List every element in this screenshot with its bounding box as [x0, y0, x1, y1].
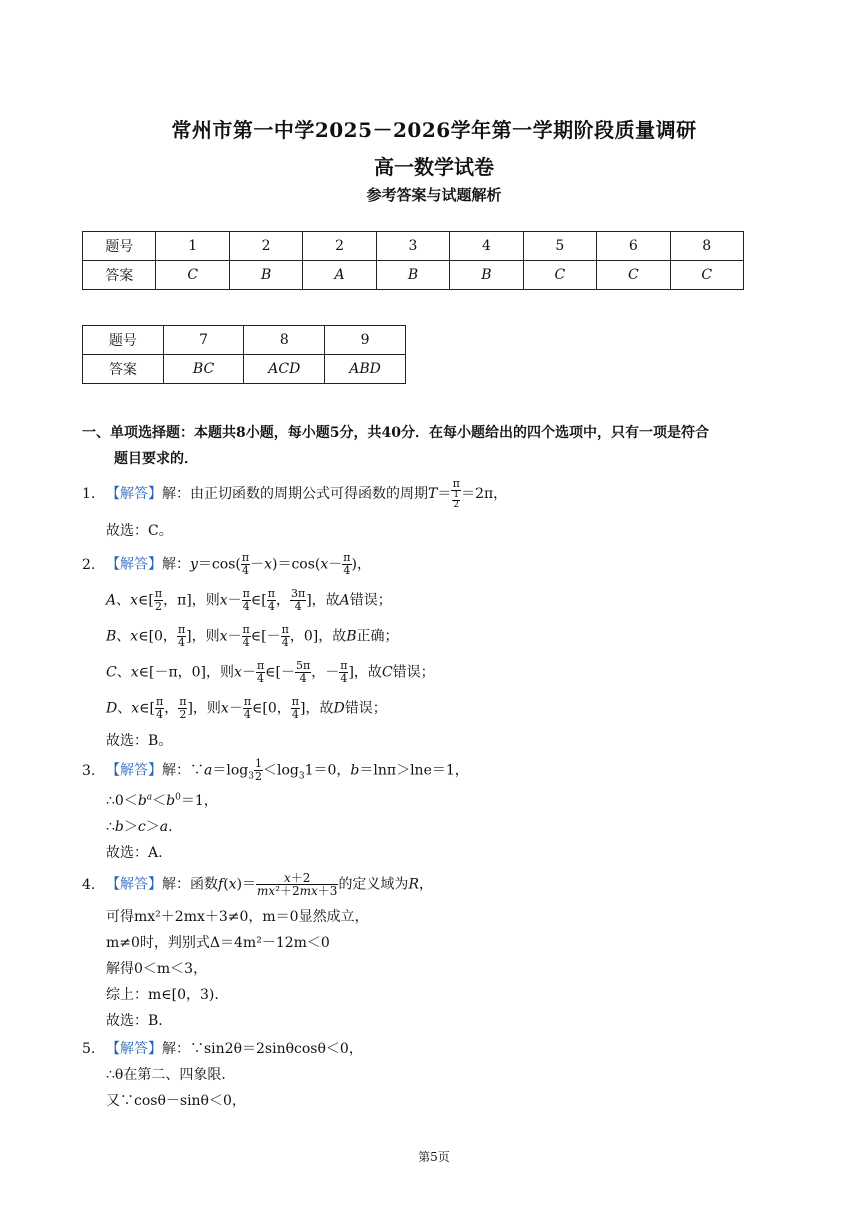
exam-title: 常州市第一中学2025－2026学年第一学期阶段质量调研: [171, 118, 697, 142]
answer-cell: C: [156, 261, 229, 290]
row-label: 答案: [83, 261, 156, 290]
exam-subtitle: 高一数学试卷: [374, 155, 494, 179]
answer-cell: C: [670, 261, 743, 290]
answer-tag: 【解答】: [106, 762, 162, 779]
question-number: 1.: [82, 486, 96, 502]
question-number: 5.: [82, 1041, 96, 1057]
q3-step-2: ∴b＞c＞a.: [106, 819, 173, 835]
answer-cell: B: [229, 261, 302, 290]
q4-step-4: 综上：m∈[0，3).: [106, 987, 219, 1003]
q2-option-b: B、x∈[0， $\frac{\pi}{4}$ ]，则x－ $\frac{\pi}{4}$ ∈[－ $\frac{\pi}{4}$ ，0]，故B正确；: [106, 623, 399, 649]
q5-solution: 5. 【解答】解：∵sin2θ＝2sinθcosθ＜0，: [82, 1041, 363, 1057]
q4-conclusion: 故选：B.: [106, 1013, 163, 1029]
answer-cell: B: [376, 261, 449, 290]
row-label: 题号: [83, 326, 164, 355]
answer-cell: B: [450, 261, 523, 290]
question-number: 1: [156, 232, 229, 261]
answer-table-2: [82, 325, 406, 384]
answer-cell: ACD: [244, 355, 325, 384]
row-label: 题号: [83, 232, 156, 261]
q2-conclusion: 故选：B。: [106, 733, 173, 749]
question-number: 8: [670, 232, 743, 261]
question-number: 4.: [82, 876, 96, 893]
q5-step-2: 又∵cosθ－sinθ＜0，: [106, 1093, 246, 1109]
answer-cell: BC: [163, 355, 244, 384]
answer-cell: C: [597, 261, 670, 290]
answer-cell: ABD: [325, 355, 406, 384]
q2-solution: 2. 【解答】解：y＝cos( $\frac{\pi}{4}$ －x)＝cos(x－ $\frac{\pi}{4}$ )，: [82, 551, 371, 577]
table-row: [83, 261, 744, 290]
question-number: 2: [303, 232, 376, 261]
answer-cell: A: [303, 261, 376, 290]
q4-step-3: 解得0＜m＜3，: [106, 961, 208, 977]
section-heading: 一、单项选择题：本题共8小题，每小题5分，共40分．在每小题给出的四个选项中，只有一项是符合 题目要求的．: [82, 425, 709, 467]
q2-option-a: A、x∈[ $\frac{\pi}{2}$ ，π]，则x－ $\frac{\pi}{4}$ ∈[ $\frac{\pi}{4}$ ， $\frac{3\pi}{4}$ ]，故A错误；: [106, 587, 392, 613]
answer-key-title: 参考答案与试题解析: [366, 186, 502, 204]
answer-tag: 【解答】: [106, 876, 162, 893]
question-number: 6: [597, 232, 670, 261]
q3-solution: 3. 【解答】解：$\because a=\log_3$ $\frac{1}{2}$ $<\log_31=0$，b＝lnπ＞lne＝1，: [82, 757, 469, 783]
q5-step-1: ∴θ在第二、四象限．: [106, 1067, 236, 1083]
question-number: 2.: [82, 556, 96, 573]
table-row: [83, 355, 406, 384]
q4-step-2: m≠0时，判别式Δ＝4m²－12m＜0: [106, 935, 330, 951]
answer-tag: 【解答】: [106, 1041, 162, 1057]
answer-tag: 【解答】: [106, 556, 162, 573]
answer-tag: 【解答】: [106, 486, 162, 502]
q4-solution: 4. 【解答】解：函数f(x)＝ $\frac{x+2}{\text{mx²＋2mx＋3}}$ 的定义域为R，: [82, 871, 433, 898]
table-row: [83, 326, 406, 355]
answer-table-1: [82, 231, 744, 290]
question-number: 4: [450, 232, 523, 261]
question-number: 3: [376, 232, 449, 261]
question-number: 7: [163, 326, 244, 355]
row-label: 答案: [83, 355, 164, 384]
q1-text: 解：由正切函数的周期公式可得函数的周期: [162, 486, 428, 502]
answer-cell: C: [523, 261, 596, 290]
q2-option-d: D、x∈[ $\frac{\pi}{4}$ ， $\frac{\pi}{2}$ ]，则x－ $\frac{\pi}{4}$ ∈[0， $\frac{\pi}{4}$ ]，故D错误；: [106, 695, 387, 721]
q2-option-c: C、x∈[－π，0]，则x－ $\frac{\pi}{4}$ ∈[－ $\frac{5\pi}{4}$ ，－ $\frac{\pi}{4}$ ]，故C错误；: [106, 659, 435, 685]
q1-conclusion: 故选：C。: [106, 523, 173, 539]
page-number: 第5页: [418, 1150, 450, 1164]
question-number: 9: [325, 326, 406, 355]
question-number: 5: [523, 232, 596, 261]
question-number: 8: [244, 326, 325, 355]
q3-step-1: $\therefore 0<b^a<b^0=1$，: [106, 792, 218, 809]
q1-solution: 1. 【解答】解：由正切函数的周期公式可得函数的周期T＝ $\frac{\pi}{\frac{1}{2}}$ ＝2π，: [82, 477, 508, 510]
question-number: 3.: [82, 762, 96, 779]
table-row: [83, 232, 744, 261]
q4-step-1: 可得mx²＋2mx＋3≠0，m＝0显然成立，: [106, 909, 369, 925]
question-number: 2: [229, 232, 302, 261]
q3-conclusion: 故选：A.: [106, 845, 163, 861]
